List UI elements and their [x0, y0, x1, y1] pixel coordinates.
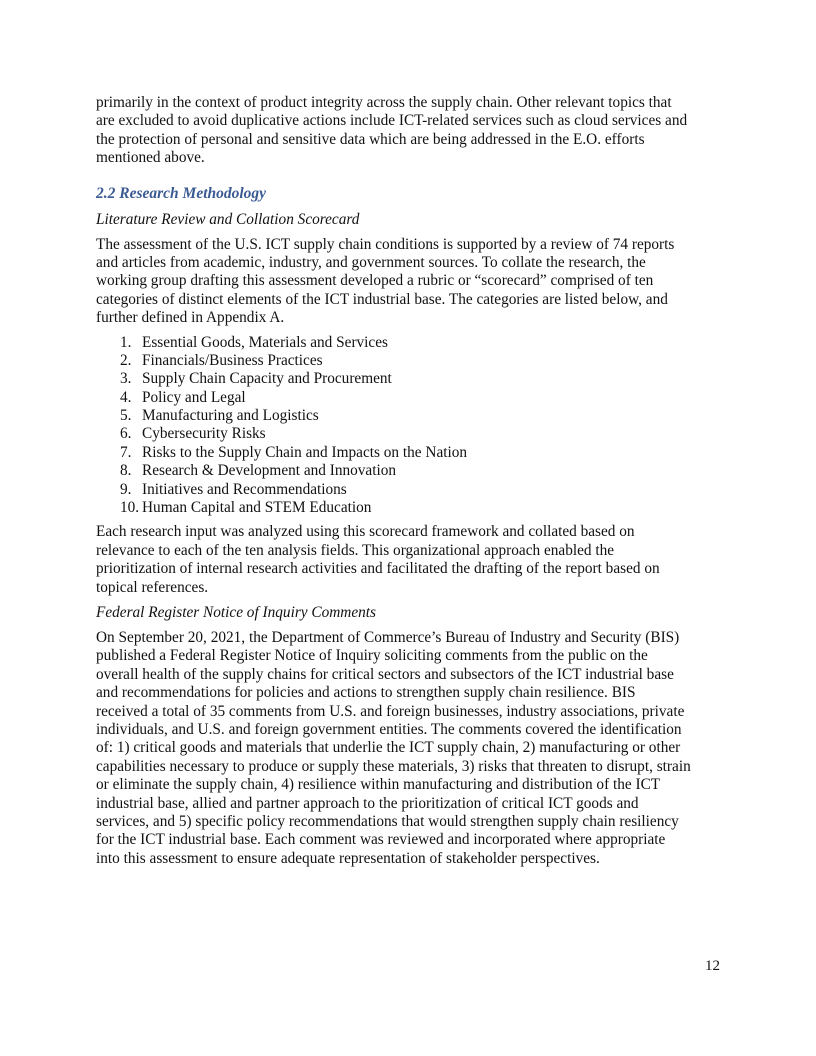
list-label: Research & Development and Innovation	[142, 462, 397, 480]
list-number: 8.	[120, 462, 132, 480]
list-label: Supply Chain Capacity and Procurement	[142, 370, 392, 388]
list-label: Cybersecurity Risks	[142, 425, 266, 443]
text-line: primarily in the context of product integrity across the supply chain. Other relevant topics that	[96, 94, 672, 111]
text-line: relevance to each of the ten analysis fields. This organizational approach enabled the	[96, 541, 615, 559]
text-line: and articles from academic, industry, and government sources. To collate the research, the	[96, 253, 646, 271]
text-line: into this assessment to ensure adequate representation of stakeholder perspectives.	[96, 849, 600, 867]
list-number: 10.	[120, 499, 140, 517]
text-line: mentioned above.	[96, 149, 205, 167]
methodology-paragraph	[96, 236, 736, 328]
list-item	[96, 352, 736, 370]
text-line: published a Federal Register Notice of Inquiry soliciting comments from the public on the	[96, 647, 648, 665]
list-label: Financials/Business Practices	[142, 351, 323, 369]
list-number: 7.	[120, 443, 132, 461]
text-line: industrial base, allied and partner approach to the prioritization of critical ICT goods and	[96, 794, 639, 812]
text-line: the protection of personal and sensitive data which are being addressed in the E.O. efforts	[96, 130, 645, 148]
list-label: Essential Goods, Materials and Services	[142, 333, 388, 351]
page-number: 12	[705, 958, 720, 974]
list-item	[96, 389, 736, 407]
list-number: 9.	[120, 480, 132, 498]
list-label: Manufacturing and Logistics	[142, 407, 319, 425]
text-line: or eliminate the supply chain, 4) resilience within manufacturing and distribution of the ICT	[96, 776, 661, 794]
text-line: for the ICT industrial base. Each comment was reviewed and incorporated where appropriate	[96, 831, 666, 849]
text-line: working group drafting this assessment developed a rubric or “scorecard” comprised of ten	[96, 272, 654, 290]
text-line: further defined in Appendix A.	[96, 309, 285, 327]
list-number: 6.	[120, 425, 132, 443]
text-line: On September 20, 2021, the Department of Commerce’s Bureau of Industry and Security (BIS)	[96, 628, 680, 646]
list-number: 1.	[120, 333, 132, 351]
list-label: Risks to the Supply Chain and Impacts on the Nation	[142, 443, 468, 461]
text-line: received a total of 35 comments from U.S. and foreign businesses, industry associations, private	[96, 702, 685, 720]
list-label: Human Capital and STEM Education	[142, 499, 372, 517]
text-line: categories of distinct elements of the ICT industrial base. The categories are listed below, and	[96, 290, 668, 308]
text-line: topical references.	[96, 578, 209, 596]
category-list	[96, 334, 736, 518]
subheading-literature-review: Literature Review and Collation Scorecard	[96, 210, 360, 228]
list-item	[96, 407, 736, 425]
list-number: 5.	[120, 407, 132, 425]
list-label: Policy and Legal	[142, 388, 246, 406]
list-label: Initiatives and Recommendations	[142, 480, 347, 498]
list-number: 4.	[120, 388, 132, 406]
section-heading: 2.2 Research Methodology	[96, 184, 267, 202]
text-line: The assessment of the U.S. ICT supply chain conditions is supported by a review of 74 reports	[96, 235, 675, 253]
list-item	[96, 425, 736, 443]
text-line: capabilities necessary to produce or supply these materials, 3) risks that threaten to disrupt, strain	[96, 757, 691, 775]
text-line: prioritization of internal research activities and facilitated the drafting of the report based on	[96, 560, 660, 578]
list-item	[96, 370, 736, 388]
list-item	[96, 334, 736, 352]
list-item	[96, 481, 736, 499]
text-line: and recommendations for policies and actions to strengthen supply chain resilience. BIS	[96, 684, 636, 702]
list-number: 3.	[120, 370, 132, 388]
text-line: of: 1) critical goods and materials that underlie the ICT supply chain, 2) manufacturing or other	[96, 739, 681, 757]
federal-register-paragraph	[96, 629, 736, 868]
page-content	[96, 94, 736, 868]
scorecard-paragraph	[96, 523, 736, 597]
subheading-federal-register: Federal Register Notice of Inquiry Comments	[96, 603, 376, 621]
list-item	[96, 499, 736, 517]
list-number: 2.	[120, 351, 132, 369]
list-item	[96, 444, 736, 462]
intro-paragraph	[96, 94, 736, 168]
text-line: services, and 5) specific policy recommendations that would strengthen supply chain resiliency	[96, 812, 679, 830]
text-line: are excluded to avoid duplicative actions include ICT-related services such as cloud services and	[96, 112, 688, 130]
text-line: overall health of the supply chains for critical sectors and subsectors of the ICT industrial base	[96, 665, 674, 683]
text-line: individuals, and U.S. and foreign government entities. The comments covered the identification	[96, 720, 682, 738]
text-line: Each research input was analyzed using this scorecard framework and collated based on	[96, 523, 635, 541]
list-item	[96, 462, 736, 480]
